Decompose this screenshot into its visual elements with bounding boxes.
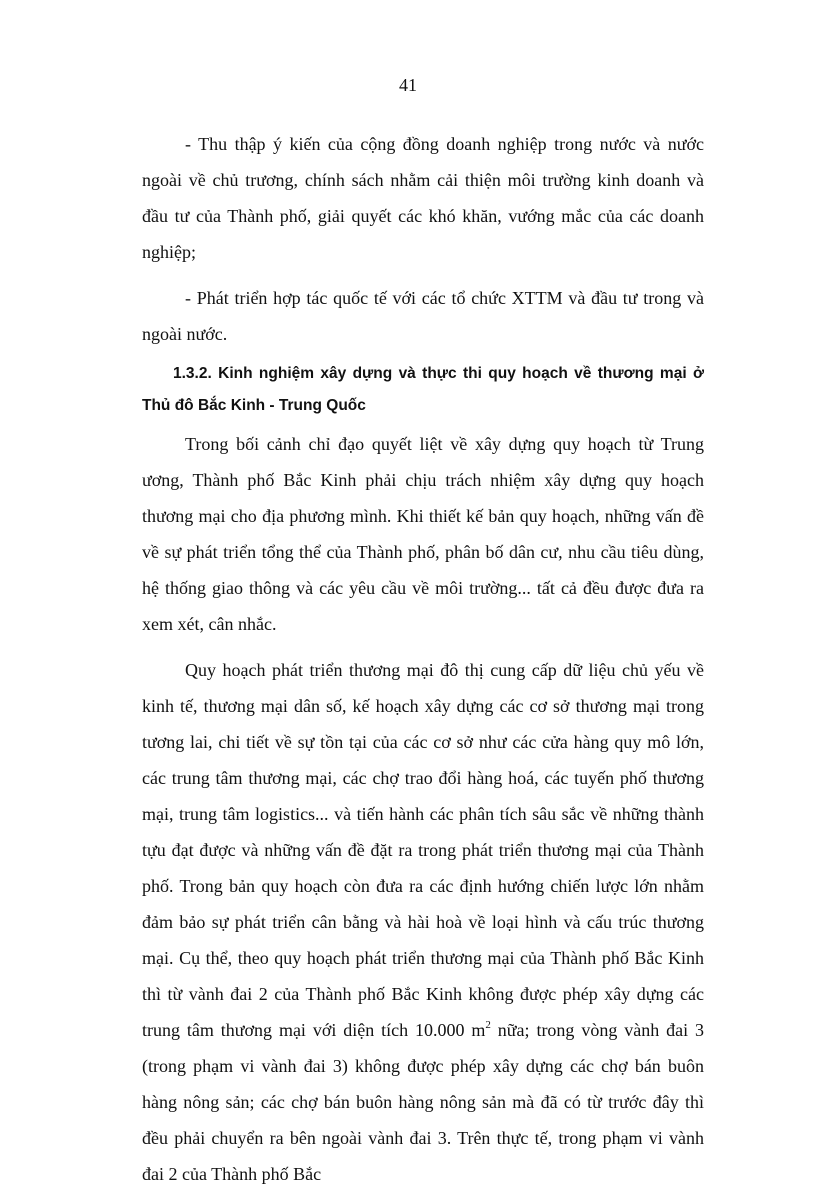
section-heading: 1.3.2. Kinh nghiệm xây dựng và thực thi quy hoạch về thương mại ở Thủ đô Bắc Kinh - Trung Quốc [142,365,704,414]
paragraph-beijing-context: Trong bối cảnh chỉ đạo quyết liệt về xây dựng quy hoạch từ Trung ương, Thành phố Bắc Kinh phải chịu trách nhiệm xây dựng quy hoạch thương mại cho địa phương mình. Khi thiết kế bản quy hoạch, những vấn đề về sự phát triển tổng thể của Thành phố, phân bố dân cư, nhu cầu tiêu dùng, hệ thống giao thông và các yêu cầu về môi trường... tất cả đều được đưa ra xem xét, cân nhắc. [142,434,704,634]
paragraph-international-cooperation: - Phát triển hợp tác quốc tế với các tổ chức XTTM và đầu tư trong và ngoài nước. [142,288,704,344]
paragraph-urban-commerce-planning [142,652,704,1192]
document-body [142,126,704,1192]
paragraph-text-before-superscript: Quy hoạch phát triển thương mại đô thị cung cấp dữ liệu chủ yếu về kinh tế, thương mại dân số, kế hoạch xây dựng các cơ sở thương mại trong tương lai, chi tiết về sự tồn tại của các cơ sở như các cửa hàng quy mô lớn, các trung tâm thương mại, các chợ trao đổi hàng hoá, các tuyến phố thương mại, trung tâm logistics... và tiến hành các phân tích sâu sắc về những thành tựu đạt được và những vấn đề đặt ra trong phát triển thương mại của Thành phố. Trong bản quy hoạch còn đưa ra các định hướng chiến lược lớn nhằm đảm bảo sự phát triển cân bằng và hài hoà về loại hình và cấu trúc thương mại. Cụ thể, theo quy hoạch phát triển thương mại của Thành phố Bắc Kinh thì từ vành đai 2 của Thành phố Bắc Kinh không được phép xây dựng các trung tâm thương mại với diện tích 10.000 m [142,660,704,1040]
page-number: 41 [399,75,417,95]
paragraph-text-after-superscript: nữa; trong vòng vành đai 3 (trong phạm vi vành đai 3) không được phép xây dựng các chợ bán buôn hàng nông sản; các chợ bán buôn hàng nông sản mà đã có từ trước đây thì đều phải chuyển ra bên ngoài vành đai 3. Trên thực tế, trong phạm vi vành đai 2 của Thành phố Bắc [142,1020,704,1184]
superscript-square-unit: 2 [485,1019,491,1031]
paragraph-collect-opinions: - Thu thập ý kiến của cộng đồng doanh nghiệp trong nước và nước ngoài về chủ trương, chính sách nhằm cải thiện môi trường kinh doanh và đầu tư của Thành phố, giải quyết các khó khăn, vướng mắc của các doanh nghiệp; [142,134,704,262]
